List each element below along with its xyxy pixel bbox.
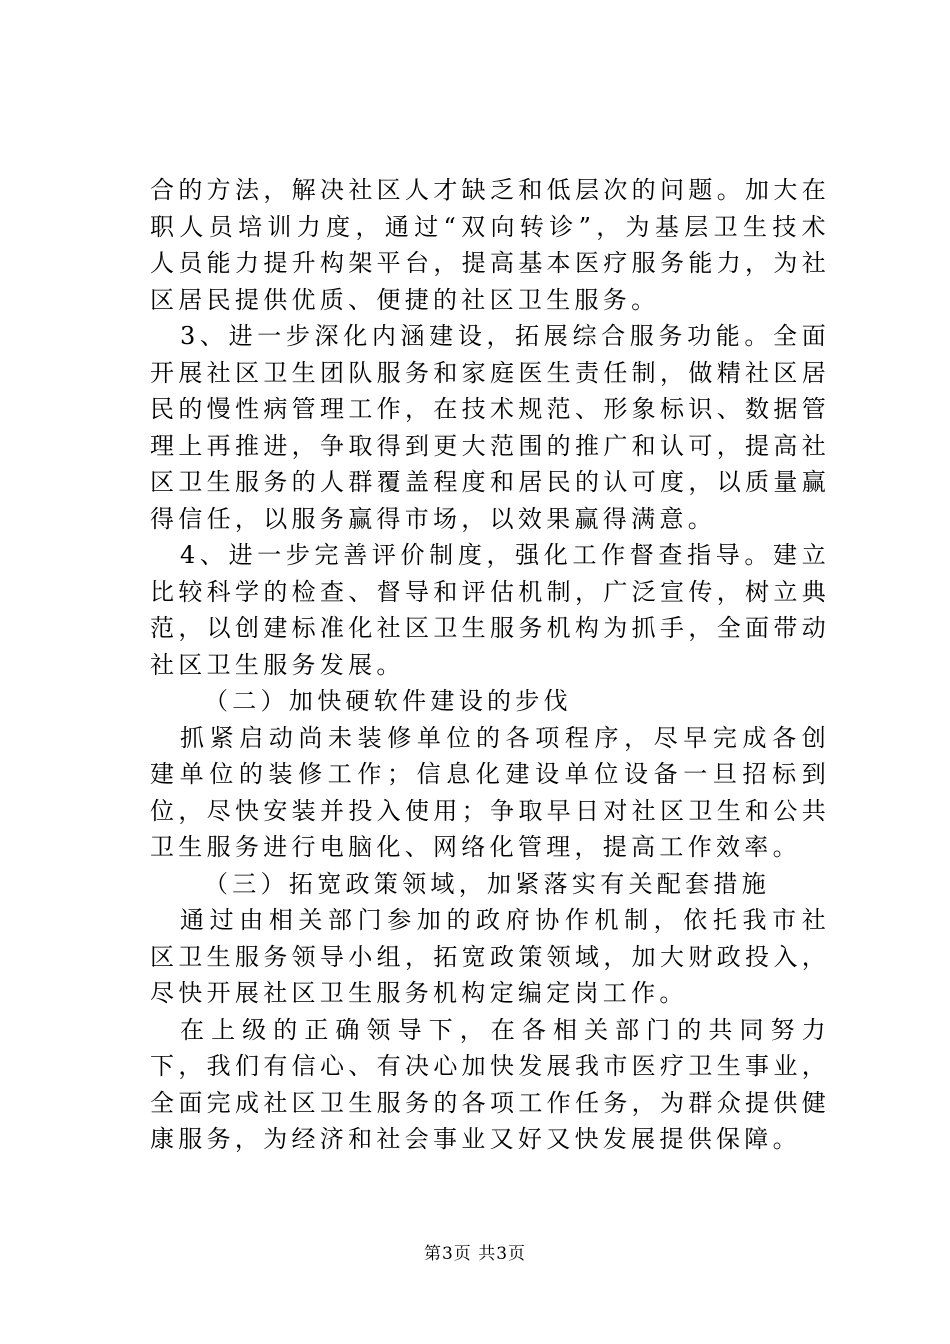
document-body — [150, 172, 830, 1158]
page-number-footer: 第3页 共3页 — [423, 1244, 527, 1264]
paragraph-conclusion: 在上级的正确领导下，在各相关部门的共同努力下，我们有信心、有决心加快发展我市医疗卫生事业，全面完成社区卫生服务的各项工作任务，为群众提供健康服务，为经济和社会事业又好又快发展提供保障。 — [150, 1015, 830, 1153]
paragraph-item-3: 3、进一步深化内涵建设，拓展综合服务功能。全面开展社区卫生团队服务和家庭医生责任制，做精社区居民的慢性病管理工作，在技术规范、形象标识、数据管理上再推进，争取得到更大范围的推广和认可，提高社区卫生服务的人群覆盖程度和居民的认可度，以质量赢得信任，以服务赢得市场，以效果赢得满意。 — [150, 322, 830, 533]
section-heading-3: （三）拓宽政策领域，加紧落实有关配套措施 — [204, 869, 770, 898]
paragraph-section-2: 抓紧启动尚未装修单位的各项程序，尽早完成各创建单位的装修工作；信息化建设单位设备一旦招标到位，尽快安装并投入使用；争取早日对社区卫生和公共卫生服务进行电脑化、网络化管理，提高工作效率。 — [150, 723, 830, 861]
paragraph-item-4: 4、进一步完善评价制度，强化工作督查指导。建立比较科学的检查、督导和评估机制，广泛宣传，树立典范，以创建标准化社区卫生服务机构为抓手，全面带动社区卫生服务发展。 — [150, 541, 830, 679]
paragraph-section-3: 通过由相关部门参加的政府协作机制，依托我市社区卫生服务领导小组，拓宽政策领域，加大财政投入，尽快开展社区卫生服务机构定编定岗工作。 — [150, 906, 830, 1007]
paragraph-continuation: 合的方法，解决社区人才缺乏和低层次的问题。加大在职人员培训力度，通过“双向转诊”，为基层卫生技术人员能力提升构架平台，提高基本医疗服务能力，为社区居民提供优质、便捷的社区卫生服务。 — [150, 176, 830, 314]
section-heading-2: （二）加快硬软件建设的步伐 — [204, 687, 572, 715]
